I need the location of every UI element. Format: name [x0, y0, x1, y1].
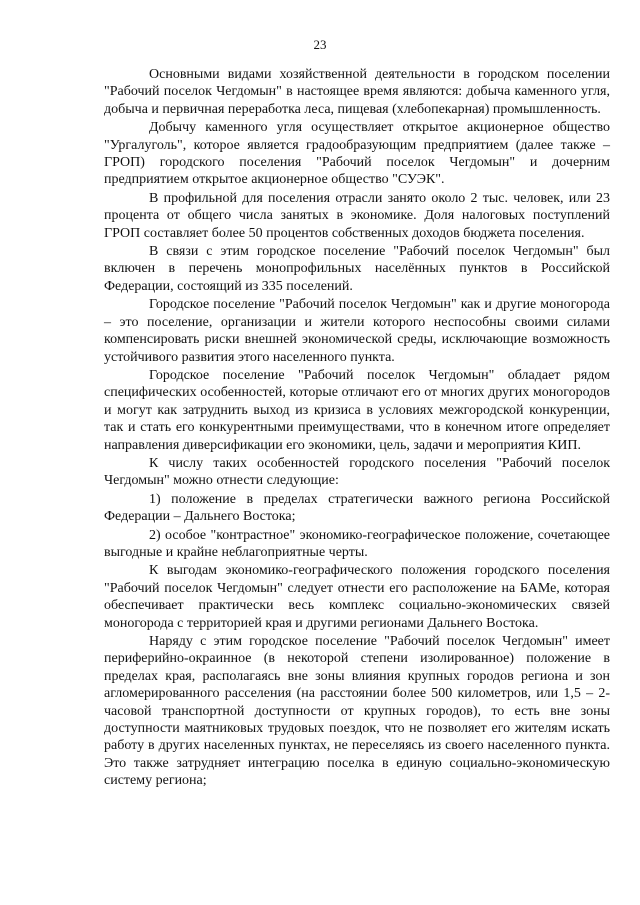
paragraph-features-intro: К числу таких особенностей городского поселения "Рабочий поселок Чегдомын" можно отнести следующие: [104, 455, 610, 489]
paragraph-specific-features: Городское поселение "Рабочий поселок Чегдомын" обладает рядом специфических особенностей, которые отличают его от многих других моногородов и могут как затруднить выход из кризиса в условиях межгородской конкуренции, так и стать его конкурентными преимуществами, что в конечном итоге определяет направления диверсификации его экономики, цель, задачи и мероприятия КИП. [104, 367, 610, 453]
paragraph-employment: В профильной для поселения отрасли занято около 2 тыс. человек, или 23 процента от общего числа занятых в экономике. Доля налоговых поступлений ГРОП составляет более 50 процентов собственных доходов бюджета поселения. [104, 190, 610, 241]
page-number: 23 [313, 37, 327, 52]
paragraph-advantages: К выгодам экономико-географического положения городского поселения "Рабочий поселок Чегдомын" следует отнести его расположение на БАМе, которая обеспечивает практически весь комплекс социально-экономических связей моногорода с территорией края и другими регионами Дальнего Востока. [104, 563, 610, 631]
paragraph-periphery: Наряду с этим городское поселение "Рабочий поселок Чегдомын" имеет периферийно-окраинное (в некоторой степени изолированное) положение в пределах края, располагаясь вне зоны влияния крупных городов региона и зон агломерированного расселения (на расстоянии более 500 километров, или 1,5 – 2-часовой транспортной доступности от крупных городов), то есть вне зоны доступности маятниковых трудовых поездок, что не позволяет его жителям искать работу в других населенных пунктах, не переселяясь из своего населенного пункта. Это также затрудняет интеграцию поселка в единую социально-экономическую систему региона; [104, 634, 610, 789]
paragraph-monotown-list: В связи с этим городское поселение "Рабочий поселок Чегдомын" был включен в перечень монопрофильных населённых пунктов в Российской Федерации, состоящий из 335 поселений. [104, 244, 610, 294]
paragraph-coal-mining: Добычу каменного угля осуществляет открытое акционерное общество "Ургалуголь", которое является градообразующим предприятием (далее также – ГРОП) городского поселения "Рабочий поселок Чегдомын" и дочерним предприятием открытое акционерное общество "СУЭК". [104, 120, 610, 188]
list-item-1: 1) положение в пределах стратегически важного региона Российской Федерации – Дальнего Востока; [104, 491, 610, 525]
body-text [104, 66, 610, 791]
paragraph-monotown-definition: Городское поселение "Рабочий поселок Чегдомын" как и другие моногорода – это поселение, организации и жители которого неспособны своими силами компенсировать риски внешней экономической среды, исключающие возможность устойчивого развития этого населенного пункта. [104, 297, 610, 365]
list-item-2: 2) особое "контрастное" экономико-географическое положение, сочетающее выгодные и крайне неблагоприятные черты. [104, 527, 610, 560]
paragraph-main-activities: Основными видами хозяйственной деятельности в городском поселении "Рабочий поселок Чегдомын" в настоящее время являются: добыча каменного угля, добыча и первичная переработка леса, пищевая (хлебопекарная) промышленность. [104, 67, 610, 117]
